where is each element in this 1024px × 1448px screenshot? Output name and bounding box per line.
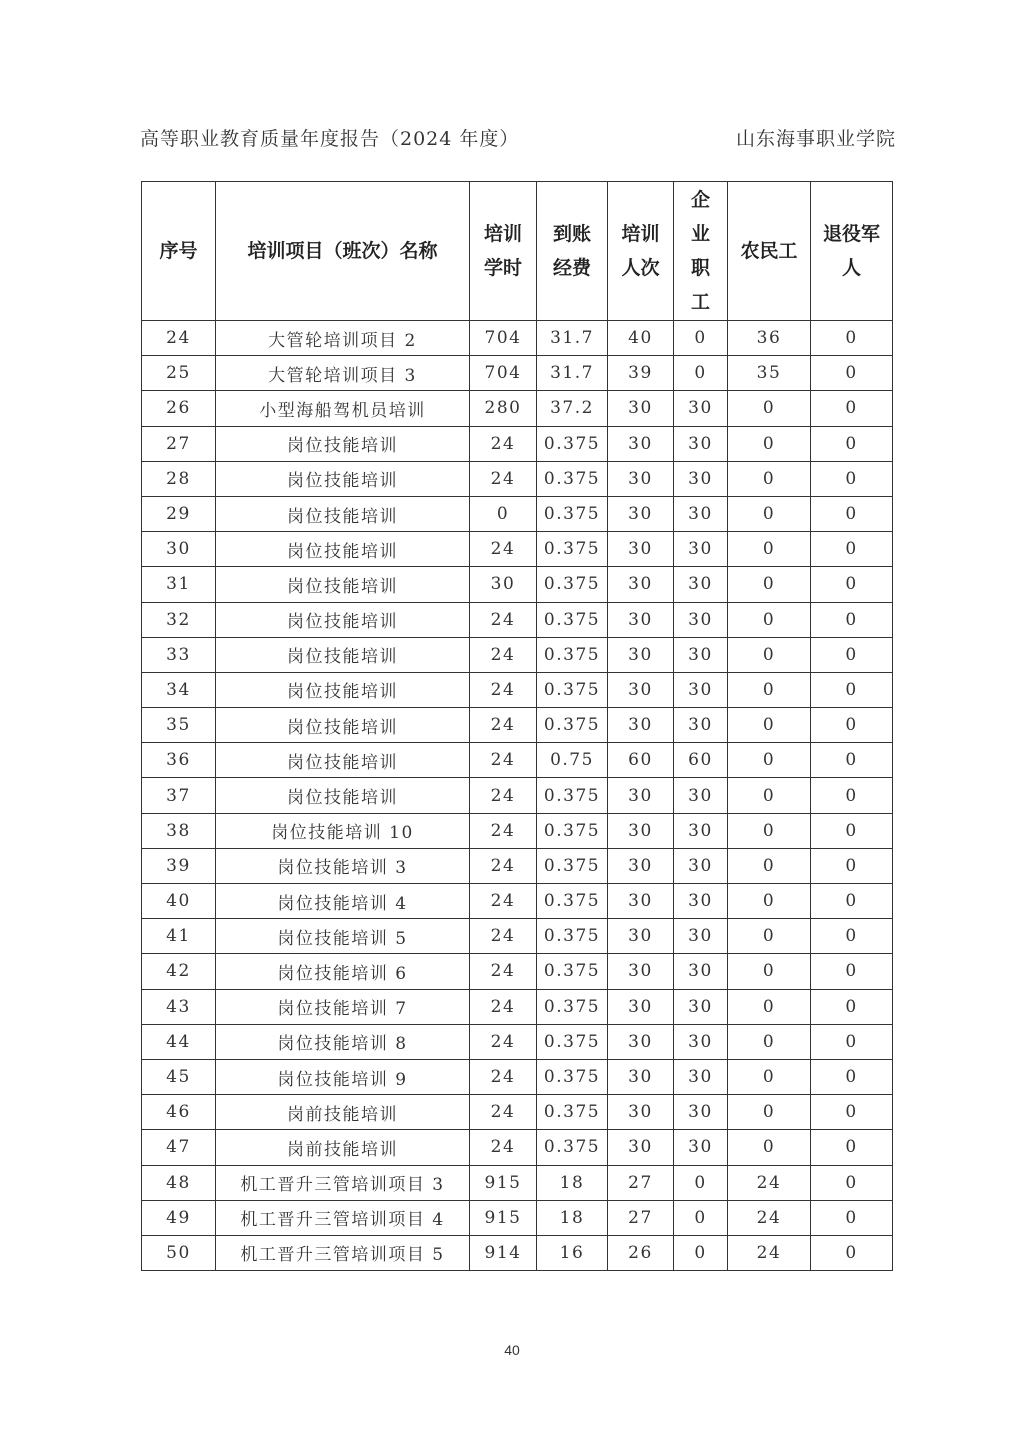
cell-veterans: 0 bbox=[811, 672, 893, 707]
cell-project-name: 岗位技能培训 9 bbox=[216, 1059, 470, 1094]
cell-index: 24 bbox=[142, 321, 216, 356]
cell-enterprise-staff: 30 bbox=[674, 1095, 728, 1130]
cell-migrant-workers: 0 bbox=[728, 496, 811, 531]
header-label: 序号 bbox=[159, 240, 198, 262]
cell-trainee-count: 30 bbox=[608, 813, 674, 848]
cell-training-hours: 914 bbox=[470, 1235, 537, 1270]
cell-migrant-workers: 36 bbox=[728, 321, 811, 356]
cell-migrant-workers: 0 bbox=[728, 1059, 811, 1094]
cell-veterans: 0 bbox=[811, 919, 893, 954]
cell-enterprise-staff: 30 bbox=[674, 461, 728, 496]
table-row bbox=[142, 1024, 893, 1059]
cell-training-hours: 24 bbox=[470, 778, 537, 813]
cell-trainee-count: 26 bbox=[608, 1235, 674, 1270]
header-col-migrant-workers bbox=[728, 182, 811, 321]
cell-funding: 0.375 bbox=[537, 1059, 608, 1094]
cell-project-name: 机工晋升三管培训项目 5 bbox=[216, 1235, 470, 1270]
cell-enterprise-staff: 30 bbox=[674, 567, 728, 602]
cell-training-hours: 24 bbox=[470, 1130, 537, 1165]
institution-name-header: 山东海事职业学院 bbox=[735, 128, 896, 150]
cell-index: 49 bbox=[142, 1200, 216, 1235]
cell-migrant-workers: 0 bbox=[728, 848, 811, 883]
cell-funding: 0.375 bbox=[537, 532, 608, 567]
cell-training-hours: 24 bbox=[470, 602, 537, 637]
cell-enterprise-staff: 0 bbox=[674, 1235, 728, 1270]
table-row bbox=[142, 1165, 893, 1200]
table-row bbox=[142, 1235, 893, 1270]
table-header-row bbox=[142, 182, 893, 321]
cell-enterprise-staff: 60 bbox=[674, 743, 728, 778]
table-row bbox=[142, 743, 893, 778]
cell-index: 46 bbox=[142, 1095, 216, 1130]
cell-migrant-workers: 0 bbox=[728, 1095, 811, 1130]
cell-trainee-count: 30 bbox=[608, 496, 674, 531]
cell-enterprise-staff: 30 bbox=[674, 602, 728, 637]
table-row bbox=[142, 602, 893, 637]
cell-training-hours: 24 bbox=[470, 919, 537, 954]
cell-enterprise-staff: 30 bbox=[674, 1059, 728, 1094]
cell-veterans: 0 bbox=[811, 1235, 893, 1270]
cell-enterprise-staff: 30 bbox=[674, 848, 728, 883]
cell-enterprise-staff: 30 bbox=[674, 919, 728, 954]
cell-index: 32 bbox=[142, 602, 216, 637]
cell-migrant-workers: 24 bbox=[728, 1165, 811, 1200]
cell-training-hours: 24 bbox=[470, 672, 537, 707]
cell-index: 39 bbox=[142, 848, 216, 883]
cell-funding: 0.375 bbox=[537, 989, 608, 1024]
cell-veterans: 0 bbox=[811, 1165, 893, 1200]
cell-project-name: 岗位技能培训 bbox=[216, 778, 470, 813]
cell-training-hours: 24 bbox=[470, 954, 537, 989]
cell-enterprise-staff: 30 bbox=[674, 532, 728, 567]
cell-index: 50 bbox=[142, 1235, 216, 1270]
cell-index: 30 bbox=[142, 532, 216, 567]
cell-project-name: 机工晋升三管培训项目 3 bbox=[216, 1165, 470, 1200]
cell-enterprise-staff: 0 bbox=[674, 356, 728, 391]
cell-index: 45 bbox=[142, 1059, 216, 1094]
cell-project-name: 大管轮培训项目 3 bbox=[216, 356, 470, 391]
header-col-enterprise-staff bbox=[674, 182, 728, 321]
cell-migrant-workers: 0 bbox=[728, 884, 811, 919]
cell-index: 28 bbox=[142, 461, 216, 496]
table-row bbox=[142, 672, 893, 707]
cell-veterans: 0 bbox=[811, 426, 893, 461]
header-col-training-hours bbox=[470, 182, 537, 321]
cell-enterprise-staff: 30 bbox=[674, 1024, 728, 1059]
cell-index: 48 bbox=[142, 1165, 216, 1200]
cell-migrant-workers: 24 bbox=[728, 1235, 811, 1270]
cell-index: 35 bbox=[142, 708, 216, 743]
cell-project-name: 岗位技能培训 bbox=[216, 637, 470, 672]
cell-trainee-count: 27 bbox=[608, 1200, 674, 1235]
cell-trainee-count: 40 bbox=[608, 321, 674, 356]
cell-project-name: 大管轮培训项目 2 bbox=[216, 321, 470, 356]
cell-funding: 18 bbox=[537, 1165, 608, 1200]
cell-enterprise-staff: 30 bbox=[674, 884, 728, 919]
report-title-header: 高等职业教育质量年度报告（2024 年度） bbox=[140, 128, 520, 150]
cell-veterans: 0 bbox=[811, 778, 893, 813]
cell-index: 37 bbox=[142, 778, 216, 813]
cell-trainee-count: 30 bbox=[608, 391, 674, 426]
cell-veterans: 0 bbox=[811, 356, 893, 391]
cell-project-name: 岗位技能培训 bbox=[216, 672, 470, 707]
table-row bbox=[142, 954, 893, 989]
cell-trainee-count: 30 bbox=[608, 602, 674, 637]
cell-training-hours: 280 bbox=[470, 391, 537, 426]
cell-enterprise-staff: 30 bbox=[674, 1130, 728, 1165]
cell-index: 44 bbox=[142, 1024, 216, 1059]
table-row bbox=[142, 813, 893, 848]
cell-trainee-count: 30 bbox=[608, 1130, 674, 1165]
header-label: 培训 学时 bbox=[483, 223, 522, 279]
cell-migrant-workers: 0 bbox=[728, 919, 811, 954]
cell-project-name: 岗位技能培训 8 bbox=[216, 1024, 470, 1059]
header-label: 企 业 职 工 bbox=[690, 189, 710, 313]
training-projects-table bbox=[141, 181, 893, 1271]
cell-funding: 18 bbox=[537, 1200, 608, 1235]
cell-enterprise-staff: 30 bbox=[674, 496, 728, 531]
table-row bbox=[142, 1200, 893, 1235]
cell-project-name: 岗位技能培训 4 bbox=[216, 884, 470, 919]
cell-funding: 0.75 bbox=[537, 743, 608, 778]
cell-veterans: 0 bbox=[811, 743, 893, 778]
cell-enterprise-staff: 0 bbox=[674, 1165, 728, 1200]
cell-veterans: 0 bbox=[811, 496, 893, 531]
cell-index: 36 bbox=[142, 743, 216, 778]
cell-trainee-count: 30 bbox=[608, 708, 674, 743]
cell-index: 38 bbox=[142, 813, 216, 848]
table-row bbox=[142, 426, 893, 461]
cell-migrant-workers: 24 bbox=[728, 1200, 811, 1235]
table-row bbox=[142, 989, 893, 1024]
cell-veterans: 0 bbox=[811, 532, 893, 567]
cell-migrant-workers: 0 bbox=[728, 1130, 811, 1165]
cell-project-name: 岗位技能培训 bbox=[216, 532, 470, 567]
cell-project-name: 岗前技能培训 bbox=[216, 1130, 470, 1165]
cell-migrant-workers: 0 bbox=[728, 426, 811, 461]
cell-veterans: 0 bbox=[811, 708, 893, 743]
header-col-project-name bbox=[216, 182, 470, 321]
cell-veterans: 0 bbox=[811, 321, 893, 356]
cell-funding: 0.375 bbox=[537, 496, 608, 531]
cell-funding: 31.7 bbox=[537, 321, 608, 356]
cell-migrant-workers: 0 bbox=[728, 391, 811, 426]
cell-enterprise-staff: 0 bbox=[674, 321, 728, 356]
cell-enterprise-staff: 0 bbox=[674, 1200, 728, 1235]
cell-trainee-count: 30 bbox=[608, 532, 674, 567]
cell-project-name: 机工晋升三管培训项目 4 bbox=[216, 1200, 470, 1235]
cell-training-hours: 915 bbox=[470, 1200, 537, 1235]
table-row bbox=[142, 637, 893, 672]
cell-trainee-count: 30 bbox=[608, 919, 674, 954]
cell-enterprise-staff: 30 bbox=[674, 954, 728, 989]
cell-migrant-workers: 0 bbox=[728, 637, 811, 672]
cell-migrant-workers: 0 bbox=[728, 672, 811, 707]
cell-trainee-count: 30 bbox=[608, 461, 674, 496]
cell-project-name: 岗位技能培训 bbox=[216, 708, 470, 743]
cell-index: 27 bbox=[142, 426, 216, 461]
cell-funding: 0.375 bbox=[537, 708, 608, 743]
cell-funding: 0.375 bbox=[537, 426, 608, 461]
cell-funding: 31.7 bbox=[537, 356, 608, 391]
cell-index: 43 bbox=[142, 989, 216, 1024]
table-row bbox=[142, 1130, 893, 1165]
cell-training-hours: 24 bbox=[470, 637, 537, 672]
cell-training-hours: 24 bbox=[470, 743, 537, 778]
cell-veterans: 0 bbox=[811, 391, 893, 426]
cell-funding: 0.375 bbox=[537, 567, 608, 602]
cell-funding: 0.375 bbox=[537, 602, 608, 637]
page-number: 40 bbox=[504, 1342, 520, 1358]
cell-funding: 0.375 bbox=[537, 848, 608, 883]
cell-veterans: 0 bbox=[811, 567, 893, 602]
cell-training-hours: 24 bbox=[470, 426, 537, 461]
cell-migrant-workers: 0 bbox=[728, 708, 811, 743]
header-label: 培训项目（班次）名称 bbox=[247, 240, 438, 262]
cell-enterprise-staff: 30 bbox=[674, 637, 728, 672]
cell-trainee-count: 30 bbox=[608, 989, 674, 1024]
cell-index: 31 bbox=[142, 567, 216, 602]
cell-enterprise-staff: 30 bbox=[674, 672, 728, 707]
table-row bbox=[142, 778, 893, 813]
cell-index: 42 bbox=[142, 954, 216, 989]
cell-project-name: 岗位技能培训 bbox=[216, 602, 470, 637]
cell-project-name: 岗位技能培训 bbox=[216, 496, 470, 531]
table-body bbox=[142, 321, 893, 1271]
cell-trainee-count: 30 bbox=[608, 1095, 674, 1130]
cell-funding: 0.375 bbox=[537, 1130, 608, 1165]
cell-funding: 37.2 bbox=[537, 391, 608, 426]
cell-training-hours: 0 bbox=[470, 496, 537, 531]
cell-training-hours: 24 bbox=[470, 813, 537, 848]
cell-project-name: 岗位技能培训 bbox=[216, 461, 470, 496]
table-row bbox=[142, 321, 893, 356]
cell-migrant-workers: 0 bbox=[728, 602, 811, 637]
cell-funding: 0.375 bbox=[537, 637, 608, 672]
cell-project-name: 岗位技能培训 bbox=[216, 567, 470, 602]
cell-veterans: 0 bbox=[811, 602, 893, 637]
header-label: 退役军 人 bbox=[822, 223, 880, 279]
cell-enterprise-staff: 30 bbox=[674, 391, 728, 426]
cell-index: 47 bbox=[142, 1130, 216, 1165]
table-row bbox=[142, 1059, 893, 1094]
cell-training-hours: 24 bbox=[470, 1095, 537, 1130]
cell-trainee-count: 30 bbox=[608, 884, 674, 919]
table-row bbox=[142, 461, 893, 496]
cell-training-hours: 24 bbox=[470, 532, 537, 567]
cell-migrant-workers: 0 bbox=[728, 989, 811, 1024]
cell-enterprise-staff: 30 bbox=[674, 426, 728, 461]
cell-training-hours: 24 bbox=[470, 461, 537, 496]
cell-veterans: 0 bbox=[811, 461, 893, 496]
cell-project-name: 岗位技能培训 7 bbox=[216, 989, 470, 1024]
cell-training-hours: 704 bbox=[470, 321, 537, 356]
cell-migrant-workers: 0 bbox=[728, 743, 811, 778]
cell-index: 40 bbox=[142, 884, 216, 919]
cell-training-hours: 24 bbox=[470, 989, 537, 1024]
cell-project-name: 岗位技能培训 bbox=[216, 426, 470, 461]
cell-trainee-count: 60 bbox=[608, 743, 674, 778]
table-row bbox=[142, 708, 893, 743]
cell-training-hours: 30 bbox=[470, 567, 537, 602]
cell-migrant-workers: 0 bbox=[728, 954, 811, 989]
cell-funding: 0.375 bbox=[537, 778, 608, 813]
cell-veterans: 0 bbox=[811, 1059, 893, 1094]
header-col-trainee-count bbox=[608, 182, 674, 321]
cell-migrant-workers: 0 bbox=[728, 532, 811, 567]
cell-funding: 0.375 bbox=[537, 954, 608, 989]
table-row bbox=[142, 567, 893, 602]
cell-index: 26 bbox=[142, 391, 216, 426]
cell-trainee-count: 27 bbox=[608, 1165, 674, 1200]
cell-project-name: 岗位技能培训 10 bbox=[216, 813, 470, 848]
cell-veterans: 0 bbox=[811, 954, 893, 989]
table-row bbox=[142, 532, 893, 567]
cell-funding: 0.375 bbox=[537, 461, 608, 496]
header-label: 农民工 bbox=[740, 240, 798, 262]
cell-index: 29 bbox=[142, 496, 216, 531]
header-col-funding bbox=[537, 182, 608, 321]
cell-veterans: 0 bbox=[811, 1024, 893, 1059]
table-row bbox=[142, 356, 893, 391]
cell-trainee-count: 30 bbox=[608, 1024, 674, 1059]
table-row bbox=[142, 1095, 893, 1130]
cell-veterans: 0 bbox=[811, 1200, 893, 1235]
cell-project-name: 岗位技能培训 bbox=[216, 743, 470, 778]
cell-trainee-count: 39 bbox=[608, 356, 674, 391]
cell-funding: 0.375 bbox=[537, 884, 608, 919]
cell-trainee-count: 30 bbox=[608, 426, 674, 461]
cell-veterans: 0 bbox=[811, 1130, 893, 1165]
header-label: 培训 人次 bbox=[621, 223, 660, 279]
cell-enterprise-staff: 30 bbox=[674, 989, 728, 1024]
cell-training-hours: 24 bbox=[470, 848, 537, 883]
table-row bbox=[142, 884, 893, 919]
cell-index: 25 bbox=[142, 356, 216, 391]
cell-migrant-workers: 0 bbox=[728, 813, 811, 848]
cell-veterans: 0 bbox=[811, 884, 893, 919]
cell-enterprise-staff: 30 bbox=[674, 708, 728, 743]
table-row bbox=[142, 391, 893, 426]
cell-index: 33 bbox=[142, 637, 216, 672]
header-label: 到账 经费 bbox=[552, 223, 591, 279]
cell-project-name: 岗前技能培训 bbox=[216, 1095, 470, 1130]
cell-migrant-workers: 35 bbox=[728, 356, 811, 391]
cell-project-name: 小型海船驾机员培训 bbox=[216, 391, 470, 426]
cell-funding: 16 bbox=[537, 1235, 608, 1270]
cell-funding: 0.375 bbox=[537, 919, 608, 954]
cell-trainee-count: 30 bbox=[608, 848, 674, 883]
cell-trainee-count: 30 bbox=[608, 672, 674, 707]
cell-trainee-count: 30 bbox=[608, 567, 674, 602]
cell-veterans: 0 bbox=[811, 848, 893, 883]
cell-project-name: 岗位技能培训 6 bbox=[216, 954, 470, 989]
header-col-veterans bbox=[811, 182, 893, 321]
cell-training-hours: 24 bbox=[470, 708, 537, 743]
cell-funding: 0.375 bbox=[537, 672, 608, 707]
cell-trainee-count: 30 bbox=[608, 637, 674, 672]
cell-veterans: 0 bbox=[811, 813, 893, 848]
cell-migrant-workers: 0 bbox=[728, 461, 811, 496]
cell-training-hours: 704 bbox=[470, 356, 537, 391]
cell-migrant-workers: 0 bbox=[728, 567, 811, 602]
cell-trainee-count: 30 bbox=[608, 778, 674, 813]
cell-index: 41 bbox=[142, 919, 216, 954]
cell-migrant-workers: 0 bbox=[728, 778, 811, 813]
cell-trainee-count: 30 bbox=[608, 1059, 674, 1094]
table-row bbox=[142, 848, 893, 883]
cell-training-hours: 24 bbox=[470, 884, 537, 919]
cell-enterprise-staff: 30 bbox=[674, 813, 728, 848]
header-col-index bbox=[142, 182, 216, 321]
cell-funding: 0.375 bbox=[537, 1024, 608, 1059]
cell-migrant-workers: 0 bbox=[728, 1024, 811, 1059]
cell-training-hours: 915 bbox=[470, 1165, 537, 1200]
table-row bbox=[142, 496, 893, 531]
cell-veterans: 0 bbox=[811, 989, 893, 1024]
cell-project-name: 岗位技能培训 3 bbox=[216, 848, 470, 883]
cell-veterans: 0 bbox=[811, 1095, 893, 1130]
cell-enterprise-staff: 30 bbox=[674, 778, 728, 813]
cell-project-name: 岗位技能培训 5 bbox=[216, 919, 470, 954]
cell-funding: 0.375 bbox=[537, 1095, 608, 1130]
cell-index: 34 bbox=[142, 672, 216, 707]
cell-training-hours: 24 bbox=[470, 1024, 537, 1059]
cell-funding: 0.375 bbox=[537, 813, 608, 848]
cell-trainee-count: 30 bbox=[608, 954, 674, 989]
cell-training-hours: 24 bbox=[470, 1059, 537, 1094]
cell-veterans: 0 bbox=[811, 637, 893, 672]
table-row bbox=[142, 919, 893, 954]
